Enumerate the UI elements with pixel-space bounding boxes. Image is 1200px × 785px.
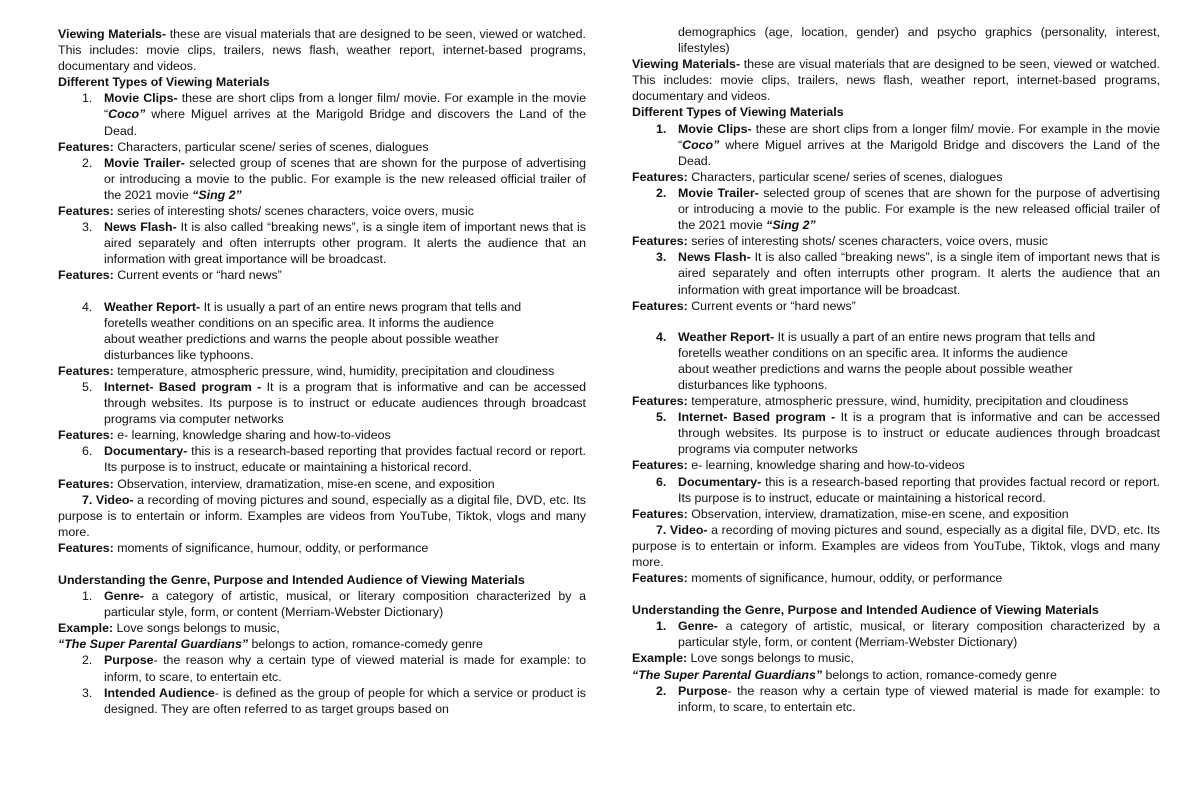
list-item-movie-clips: 1. Movie Clips- these are short clips from a longer film/ movie. For example in the movie “Coco” where Miguel arrives at the Marigold Bridge and discovers the Land of the Dead. [656, 121, 1160, 168]
list-item-weather-report: 4. Weather Report- It is usually a part of an entire news program that tells and foretells weather conditions on an specific area. It informs the audience about weather predictions and warns the people about possible weather disturbances like typhoons. [656, 329, 1096, 392]
list-item-news-flash: 3. News Flash- It is also called “breaking news”, is a single item of important news that is aired separately and often interrupts other program. It alerts the audience that an information with great importance will be broadcast. [656, 250, 1160, 297]
list-item-movie-trailer: 2. Movie Trailer- selected group of scenes that are shown for the purpose of advertising or introducing a movie to the public. For example is the new released official trailer of the 2021 movie “Sing 2” [82, 155, 586, 202]
list-item-movie-clips: 1. Movie Clips- these are short clips from a longer film/ movie. For example in the movie “Coco” where Miguel arrives at the Marigold Bridge and discovers the Land of the Dead. [82, 91, 586, 138]
demographics-continuation: demographics (age, location, gender) and psycho graphics (personality, interest, lifestyles) [678, 25, 1160, 56]
features-line: Features: moments of significance, humour, oddity, or performance [58, 540, 429, 555]
viewing-materials-paragraph: Viewing Materials- these are visual materials that are designed to be seen, viewed or watched. This includes: movie clips, trailers, news flash, weather report, internet-based programs, documentary and videos. [632, 57, 1160, 104]
list-item-video: 7. Video- a recording of moving pictures and sound, especially as a digital file, DVD, etc. Its purpose is to entertain or inform. Examples are videos from YouTube, Tiktok, vlogs and many more. [58, 492, 587, 539]
features-line: Features: Characters, particular scene/ series of scenes, dialogues [58, 139, 429, 154]
list-item-weather-report: 4. Weather Report- It is usually a part of an entire news program that tells and foretells weather conditions on an specific area. It informs the audience about weather predictions and warns the people about possible weather disturbances like typhoons. [82, 299, 522, 362]
features-line: Features: e- learning, knowledge sharing and how-to-videos [632, 458, 965, 473]
list-item-documentary: 6. Documentary- this is a research-based reporting that provides factual record or report. Its purpose is to instruct, educate or maintaining a historical record. [656, 474, 1160, 505]
list-item-internet-program: 5. Internet- Based program - It is a program that is informative and can be accessed through websites. Its purpose is to instruct or educate audiences through broadcast programs via computer networks [656, 410, 1160, 457]
list-item-documentary: 6. Documentary- this is a research-based reporting that provides factual record or report. Its purpose is to instruct, educate or maintaining a historical record. [82, 444, 586, 475]
example-line: Example: Love songs belongs to music, [58, 621, 280, 636]
genre-heading: Understanding the Genre, Purpose and Intended Audience of Viewing Materials [58, 573, 525, 587]
guardians-line: “The Super Parental Guardians” belongs to action, romance-comedy genre [58, 637, 483, 652]
right-column [632, 24, 1160, 715]
list-item-purpose: 2. Purpose- the reason why a certain type of viewed material is made for example: to inform, to scare, to entertain etc. [82, 653, 586, 684]
features-line: Features: series of interesting shots/ scenes characters, voice overs, music [58, 204, 474, 219]
guardians-line: “The Super Parental Guardians” belongs to action, romance-comedy genre [632, 667, 1057, 682]
genre-heading: Understanding the Genre, Purpose and Intended Audience of Viewing Materials [632, 603, 1099, 618]
features-line: Features: temperature, atmospheric pressure, wind, humidity, precipitation and cloudiness [58, 363, 555, 378]
left-column [58, 26, 586, 717]
viewing-materials-paragraph: Viewing Materials- these are visual materials that are designed to be seen, viewed or watched. This includes: movie clips, trailers, news flash, weather report, internet-based programs, documentary and videos. [58, 27, 586, 74]
list-item-genre: 1. Genre- a category of artistic, musical, or literary composition characterized by a particular style, form, or content (Merriam-Webster Dictionary) [656, 619, 1160, 650]
features-line: Features: Observation, interview, dramatization, mise-en scene, and exposition [632, 506, 1069, 521]
list-item-genre: 1. Genre- a category of artistic, musical, or literary composition characterized by a particular style, form, or content (Merriam-Webster Dictionary) [82, 589, 586, 620]
list-item-purpose: 2. Purpose- the reason why a certain type of viewed material is made for example: to inform, to scare, to entertain etc. [656, 683, 1160, 714]
list-item-movie-trailer: 2. Movie Trailer- selected group of scenes that are shown for the purpose of advertising or introducing a movie to the public. For example is the new released official trailer of the 2021 movie “Sing 2” [656, 185, 1160, 233]
features-line: Features: Current events or “hard news” [58, 268, 282, 283]
list-item-video: 7. Video- a recording of moving pictures and sound, especially as a digital file, DVD, etc. Its purpose is to entertain or inform. Examples are videos from YouTube, Tiktok, vlogs and many more. [632, 522, 1161, 569]
list-item-intended-audience: 3. Intended Audience- is defined as the group of people for which a service or product is designed. They are often referred to as target groups based on [82, 685, 586, 716]
features-line: Features: series of interesting shots/ scenes characters, voice overs, music [632, 234, 1048, 249]
types-heading: Different Types of Viewing Materials [632, 105, 844, 120]
features-line: Features: Current events or “hard news” [632, 298, 856, 313]
list-item-news-flash: 3. News Flash- It is also called “breaking news”, is a single item of important news that is aired separately and often interrupts other program. It alerts the audience that an information with great importance will be broadcast. [82, 220, 586, 267]
features-line: Features: moments of significance, humour, oddity, or performance [632, 571, 1003, 586]
features-line: Features: e- learning, knowledge sharing and how-to-videos [58, 428, 391, 443]
list-item-internet-program: 5. Internet- Based program - It is a program that is informative and can be accessed through websites. Its purpose is to instruct or educate audiences through broadcast programs via computer networks [82, 379, 586, 427]
features-line: Features: temperature, atmospheric pressure, wind, humidity, precipitation and cloudiness [632, 394, 1129, 409]
features-line: Features: Characters, particular scene/ series of scenes, dialogues [632, 169, 1003, 184]
example-line: Example: Love songs belongs to music, [632, 651, 854, 666]
features-line: Features: Observation, interview, dramatization, mise-en scene, and exposition [58, 476, 495, 491]
types-heading: Different Types of Viewing Materials [58, 75, 270, 90]
